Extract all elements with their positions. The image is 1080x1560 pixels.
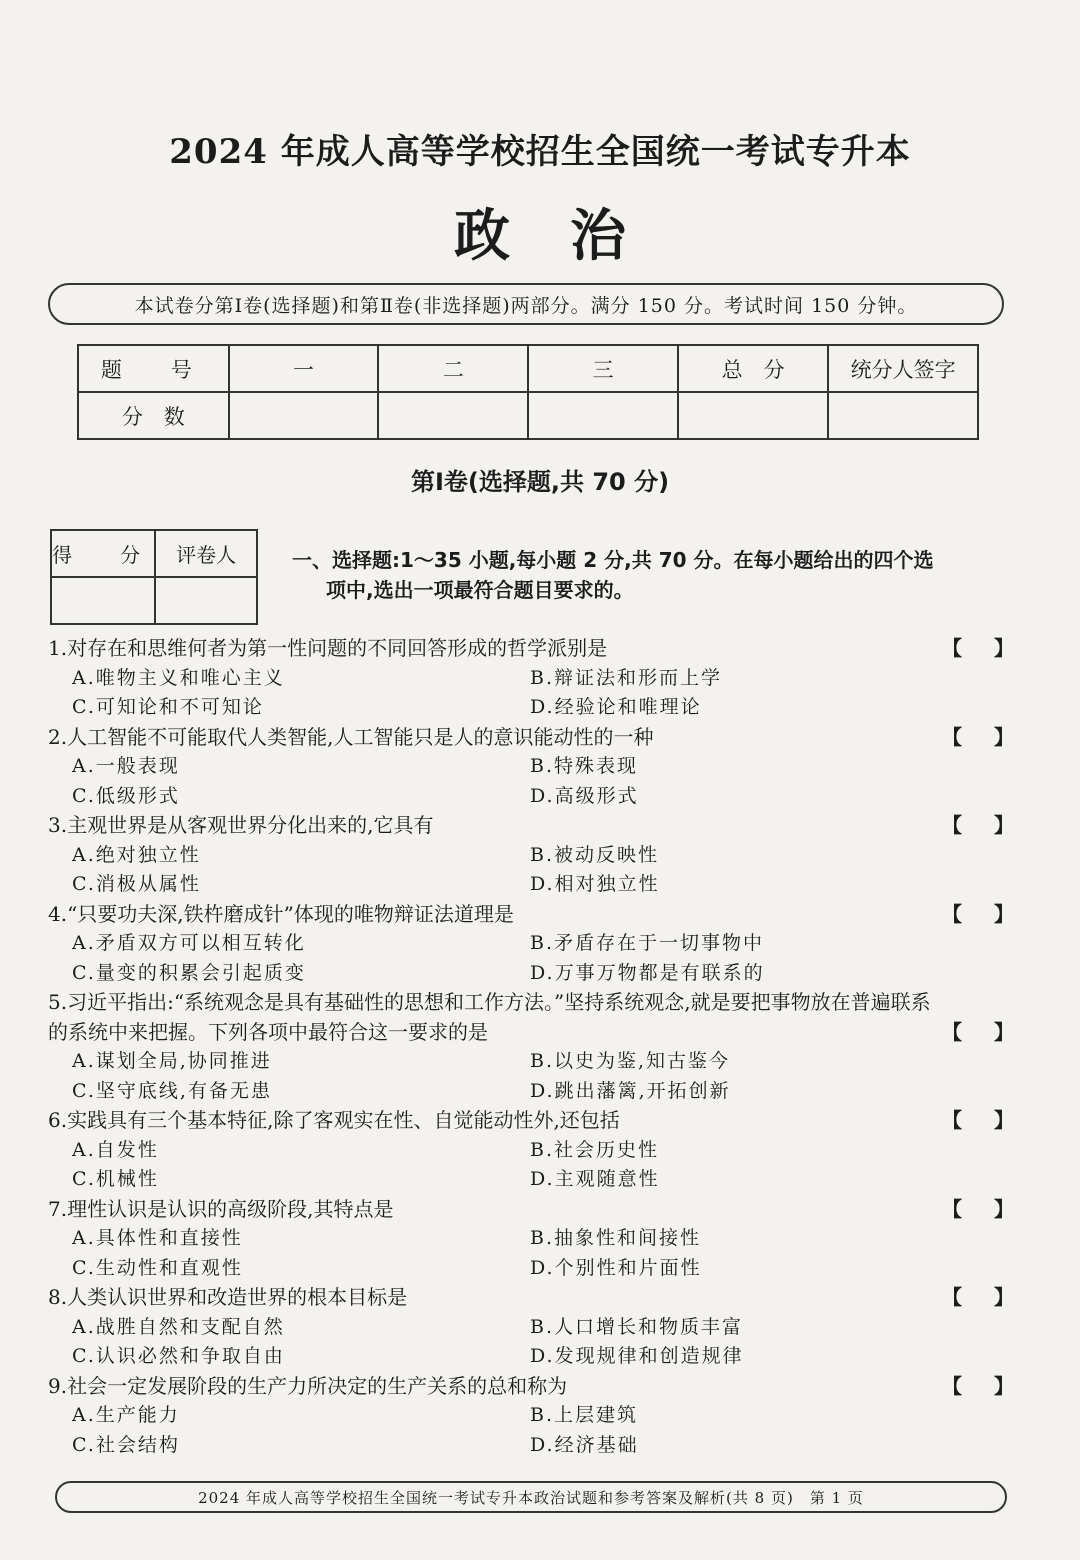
page-footer: [55, 1481, 1007, 1513]
question-options: [48, 1224, 1014, 1283]
answer-bracket-close: 】: [994, 1285, 1014, 1309]
option-d: D.经济基础: [530, 1433, 639, 1456]
question-stem: [48, 811, 1014, 841]
question-stem: [48, 1283, 1014, 1313]
option-a: A.具体性和直接性: [72, 1227, 243, 1249]
option-a: A.战胜自然和支配自然: [72, 1315, 285, 1338]
option-c: C.认识必然和争取自由: [72, 1345, 285, 1367]
answer-bracket-close: 】: [994, 724, 1014, 749]
score-header-cell: 总 分: [678, 345, 828, 392]
question-stem-text: 4.“只要功夫深,铁杵磨成针”体现的唯物辩证法道理是: [48, 901, 514, 926]
answer-bracket-close: 】: [994, 1373, 1014, 1398]
answer-bracket[interactable]: [942, 1195, 1014, 1225]
question-options: [48, 1313, 1014, 1372]
answer-bracket-open: 【: [942, 1285, 962, 1309]
question-options: [48, 1136, 1014, 1195]
option-d: D.万事万物都是有联系的: [530, 961, 765, 984]
question-options: [48, 1047, 1014, 1106]
answer-bracket-close: 】: [994, 1108, 1014, 1132]
score-blank-cell[interactable]: [828, 392, 978, 439]
grader-table: [50, 529, 258, 625]
question-stem-text: 9.社会一定发展阶段的生产力所决定的生产关系的总和称为: [48, 1373, 568, 1398]
option-c: C.社会结构: [72, 1433, 180, 1456]
grader-name-blank[interactable]: [155, 577, 257, 624]
option-c: C.可知论和不可知论: [72, 696, 264, 718]
part-one-instruction-line1: 一、选择题:1～35 小题,每小题 2 分,共 70 分。在每小题给出的四个选: [292, 548, 934, 572]
exam-subject: 政治: [454, 203, 686, 269]
question-item: [48, 900, 1014, 989]
question-stem: [48, 900, 1014, 930]
score-header-cell: 统分人签字: [828, 345, 978, 392]
part-one-instruction: [292, 545, 1012, 605]
page-footer-text: 2024 年成人高等学校招生全国统一考试专升本政治试题和参考答案及解析(共 8 页) 第 1 页: [198, 1488, 864, 1507]
grader-score-blank[interactable]: [51, 577, 155, 624]
question-item: [48, 988, 1014, 1106]
option-b: B.特殊表现: [530, 755, 639, 777]
option-a: A.矛盾双方可以相互转化: [72, 932, 306, 954]
question-stem: [48, 1195, 1014, 1225]
option-d: D.相对独立性: [530, 873, 660, 895]
option-d: D.主观随意性: [530, 1168, 660, 1190]
question-stem: [48, 723, 1014, 753]
answer-bracket[interactable]: [942, 1018, 1014, 1048]
question-stem: [48, 988, 1014, 1047]
question-stem-text: 3.主观世界是从客观世界分化出来的,它具有: [48, 813, 434, 837]
answer-bracket[interactable]: [942, 1283, 1014, 1313]
question-stem-text: 8.人类认识世界和改造世界的根本目标是: [48, 1285, 408, 1309]
option-d: D.发现规律和创造规律: [530, 1345, 744, 1367]
option-c: C.消极从属性: [72, 873, 201, 895]
answer-bracket[interactable]: [942, 1106, 1014, 1136]
question-item: [48, 1195, 1014, 1284]
section-title: 第Ⅰ卷(选择题,共 70 分): [410, 468, 670, 496]
score-header-cell: 题 号: [78, 345, 229, 392]
option-d: D.跳出藩篱,开拓创新: [530, 1079, 731, 1102]
grader-score-label: 得 分: [51, 530, 155, 577]
exam-instruction-text: 本试卷分第Ⅰ卷(选择题)和第Ⅱ卷(非选择题)两部分。满分 150 分。考试时间 150 分钟。: [134, 294, 918, 317]
question-options: [48, 1401, 1014, 1460]
option-a: A.唯物主义和唯心主义: [72, 666, 285, 689]
score-blank-cell[interactable]: [528, 392, 678, 439]
option-a: A.生产能力: [72, 1404, 180, 1426]
option-b: B.矛盾存在于一切事物中: [530, 932, 765, 954]
score-blank-cell[interactable]: [229, 392, 379, 439]
option-b: B.人口增长和物质丰富: [530, 1315, 744, 1338]
answer-bracket-open: 【: [942, 1108, 962, 1132]
option-d: D.经验论和唯理论: [530, 696, 702, 718]
question-stem-text: 2.人工智能不可能取代人类智能,人工智能只是人的意识能动性的一种: [48, 724, 654, 749]
answer-bracket-open: 【: [942, 901, 962, 926]
question-item: [48, 811, 1014, 900]
answer-bracket-close: 】: [994, 901, 1014, 926]
answer-bracket[interactable]: [942, 900, 1014, 930]
option-c: C.量变的积累会引起质变: [72, 961, 306, 984]
question-stem: [48, 634, 1014, 664]
answer-bracket-close: 】: [994, 636, 1014, 660]
answer-bracket-open: 【: [942, 1373, 962, 1398]
option-a: A.谋划全局,协同推进: [72, 1050, 272, 1072]
answer-bracket[interactable]: [942, 634, 1014, 664]
score-table-score-row: [78, 392, 978, 439]
option-b: B.被动反映性: [530, 843, 660, 866]
option-c: C.低级形式: [72, 784, 180, 807]
score-header-cell: 一: [229, 345, 379, 392]
answer-bracket-close: 】: [994, 1019, 1014, 1044]
option-b: B.以史为鉴,知古鉴今: [530, 1050, 731, 1072]
option-a: A.一般表现: [72, 755, 180, 777]
question-item: [48, 1106, 1014, 1195]
option-d: D.高级形式: [530, 784, 639, 807]
question-item: [48, 634, 1014, 723]
option-d: D.个别性和片面性: [530, 1256, 702, 1279]
score-header-cell: 三: [528, 345, 678, 392]
answer-bracket[interactable]: [942, 811, 1014, 841]
option-a: A.自发性: [72, 1138, 159, 1161]
question-stem-text: 1.对存在和思维何者为第一性问题的不同回答形成的哲学派别是: [48, 636, 608, 660]
answer-bracket[interactable]: [942, 1372, 1014, 1402]
part-one-instruction-line2: 项中,选出一项最符合题目要求的。: [326, 578, 634, 602]
answer-bracket-open: 【: [942, 1019, 962, 1044]
score-table: [77, 344, 979, 440]
question-item: [48, 723, 1014, 812]
exam-title: 2024 年成人高等学校招生全国统一考试专升本: [169, 132, 911, 172]
option-b: B.上层建筑: [530, 1404, 639, 1426]
question-list: [48, 634, 1014, 1460]
option-b: B.辩证法和形而上学: [530, 666, 723, 689]
score-header-cell: 二: [378, 345, 528, 392]
answer-bracket-open: 【: [942, 724, 962, 749]
question-stem-text: 7.理性认识是认识的高级阶段,其特点是: [48, 1196, 394, 1221]
option-c: C.机械性: [72, 1168, 159, 1190]
score-row-label: 分 数: [78, 392, 229, 439]
score-table-header-row: [78, 345, 978, 392]
question-stem-text: 5.习近平指出:“系统观念是具有基础性的思想和工作方法。”坚持系统观念,就是要把事物放在普遍联系的系统中来把握。下列各项中最符合这一要求的是: [48, 990, 931, 1044]
answer-bracket-close: 】: [994, 1196, 1014, 1221]
question-stem: [48, 1106, 1014, 1136]
option-c: C.生动性和直观性: [72, 1256, 243, 1279]
answer-bracket-open: 【: [942, 813, 962, 837]
question-item: [48, 1283, 1014, 1372]
grader-name-label: 评卷人: [155, 530, 257, 577]
question-options: [48, 841, 1014, 900]
option-b: B.社会历史性: [530, 1138, 660, 1161]
answer-bracket[interactable]: [942, 723, 1014, 753]
answer-bracket-close: 】: [994, 813, 1014, 837]
answer-bracket-open: 【: [942, 1196, 962, 1221]
option-b: B.抽象性和间接性: [530, 1227, 702, 1249]
score-blank-cell[interactable]: [678, 392, 828, 439]
question-item: [48, 1372, 1014, 1461]
option-c: C.坚守底线,有备无患: [72, 1079, 272, 1102]
option-a: A.绝对独立性: [72, 843, 201, 866]
score-blank-cell[interactable]: [378, 392, 528, 439]
answer-bracket-open: 【: [942, 636, 962, 660]
question-options: [48, 929, 1014, 988]
question-options: [48, 752, 1014, 811]
question-stem: [48, 1372, 1014, 1402]
question-options: [48, 664, 1014, 723]
question-stem-text: 6.实践具有三个基本特征,除了客观实在性、自觉能动性外,还包括: [48, 1108, 620, 1132]
exam-instruction-box: [48, 283, 1004, 325]
